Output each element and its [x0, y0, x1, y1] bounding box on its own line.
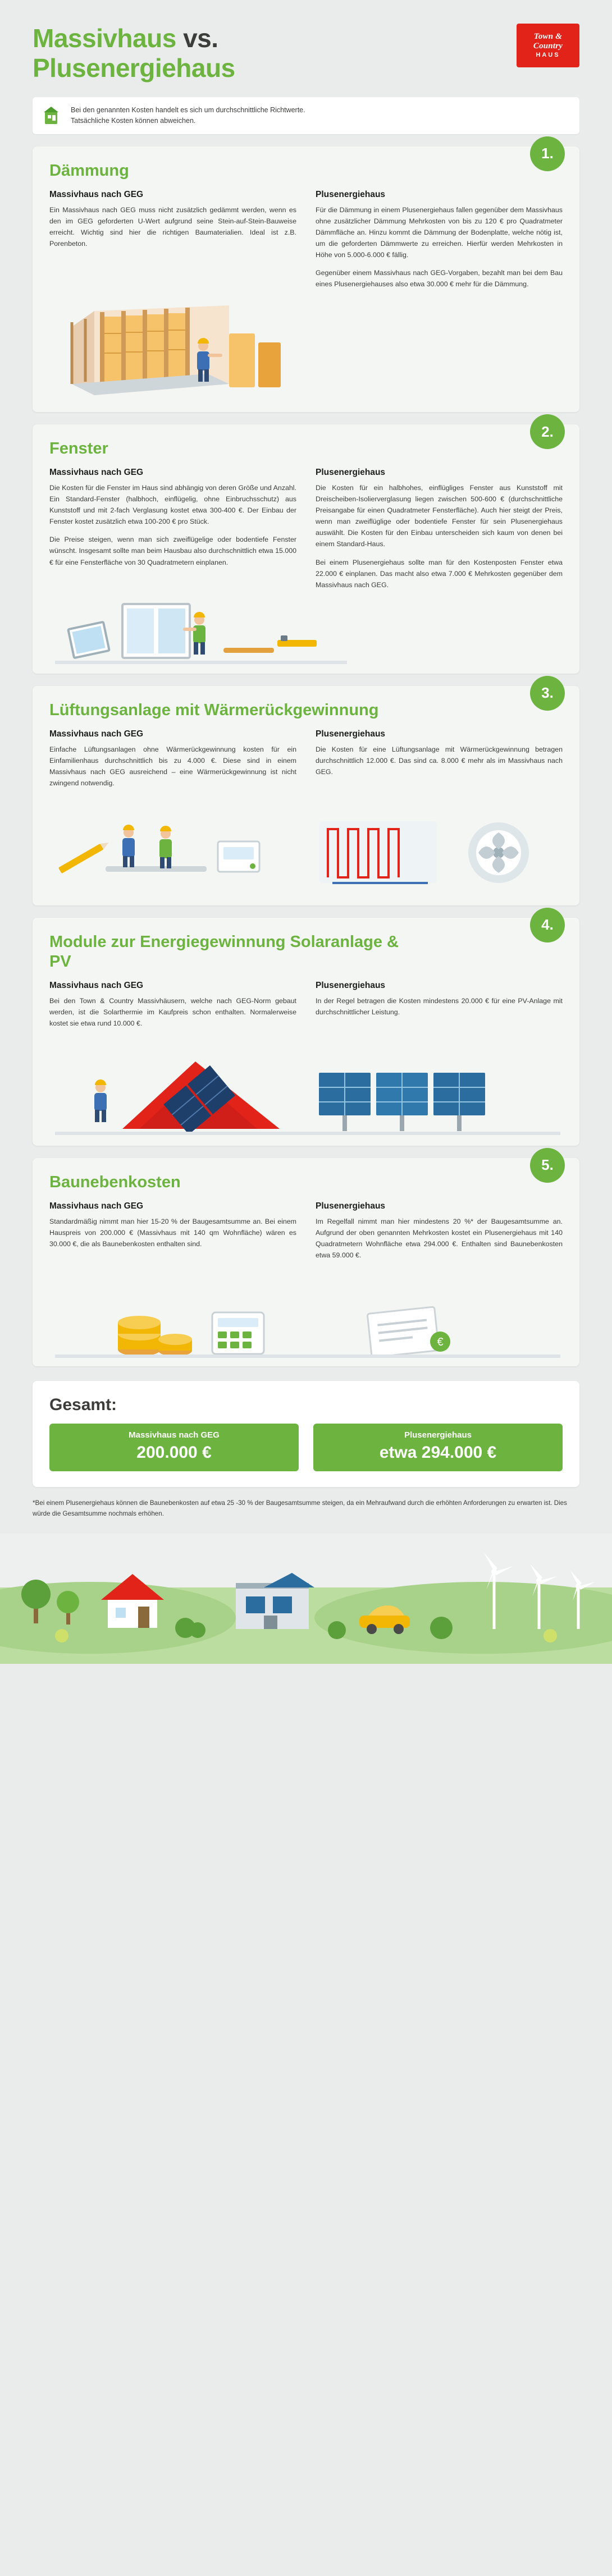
- column-heading-plus: Plusenergiehaus: [316, 729, 386, 739]
- footer-illustration: [0, 1534, 612, 1664]
- column-heading-massiv: Massivhaus nach GEG: [49, 1201, 144, 1211]
- title-line-2: Plusenergiehaus: [33, 53, 235, 83]
- logo-line-3: HAUS: [536, 52, 560, 59]
- header: [0, 0, 612, 89]
- column-massivhaus: [49, 1201, 296, 1268]
- plus-paragraph: Im Regelfall nimmt man hier mindestens 20 %* der Baugesamtsumme an. Aufgrund der oben genannten Mehrkosten kostet ein Plusenergiehaus mit 140 Quadratmetern Wohnfläche etwa 294.000 €. Enthalten sind Baunebenkosten etwa 59.000 €.: [316, 1217, 563, 1259]
- massiv-paragraph: Ein Massivhaus nach GEG muss nicht zusätzlich gedämmt werden, wenn es den im GEG geforderten U-Wert aufgrund seine Stein-auf-Stein-Bauweise erreicht. Wichtig sind hier die richtigen Baumaterialien. Ideal ist z.B. Porenbeton.: [49, 205, 296, 248]
- house-note-icon: [43, 105, 62, 126]
- massiv-paragraph: Standardmäßig nimmt man hier 15-20 % der Baugesamtsumme an. Bei einem Hauspreis von 200.000 € (Massivhaus mit 140 qm Wohnfläche) wären es 30.000 €, die als Baunebenkosten enthalten sind.: [49, 1217, 296, 1248]
- column-heading-massiv: Massivhaus nach GEG: [49, 467, 144, 477]
- plus-paragraph-2: Gegenüber einem Massivhaus nach GEG-Vorgaben, bezahlt man bei dem Bau eines Plusenergiehauses also etwa 30.000 € mehr für die Dämmung.: [316, 268, 563, 289]
- column-plusenergiehaus: [316, 729, 563, 795]
- column-massivhaus: [49, 468, 296, 597]
- disclaimer-text: [71, 105, 305, 126]
- massiv-paragraph: Bei den Town & Country Massivhäusern, welche nach GEG-Norm gebaut werden, ist die Solarthermie im Kaufpreis schon enthalten. Normalerweise kostet sie etwa rund 10.000 €.: [49, 996, 296, 1027]
- section-energiegewinnung: [33, 918, 579, 1146]
- illustration-solar: [49, 1039, 563, 1146]
- massiv-paragraph-2: Die Preise steigen, wenn man sich zweiflügelige oder bodentiefe Fenster wünscht. Insgesamt sollte man beim Hausbau also durchschnittlich etwa 15.000 € für eine Fensterfläche von 30 Quadratmetern einplanen.: [49, 536, 296, 566]
- massiv-paragraph: Einfache Lüftungsanlagen ohne Wärmerückgewinnung kosten für ein Einfamilienhaus durchschnittlich bis zu 4.000 €. Diese sind in einem Massivhaus nach GEG ausreichend – eine Wärmerückgewinnung ist nicht zwingend notwendig.: [49, 745, 296, 787]
- section-lueftungsanlage: [33, 686, 579, 905]
- column-plusenergiehaus: [316, 190, 563, 297]
- column-plusenergiehaus: [316, 468, 563, 597]
- total-box-plusenergiehaus: [313, 1424, 563, 1471]
- section-number-badge: 1.: [530, 136, 565, 171]
- illustration-costs: [49, 1271, 563, 1366]
- disclaimer-bar: [33, 97, 579, 134]
- section-daemmung: [33, 147, 579, 412]
- disclaimer-line-1: Bei den genannten Kosten handelt es sich um durchschnittliche Richtwerte.: [71, 106, 305, 114]
- illustration-ventilation: [49, 799, 563, 905]
- column-plusenergiehaus: [316, 1201, 563, 1268]
- svg-text:€: €: [437, 1336, 444, 1349]
- brand-logo: [517, 24, 579, 67]
- title-vs: vs.: [183, 24, 218, 53]
- column-heading-plus: Plusenergiehaus: [316, 467, 386, 477]
- total-panel: [33, 1381, 579, 1487]
- plus-paragraph-1: Für die Dämmung in einem Plusenergiehaus fallen gegenüber dem Massivhaus ohne zusätzlicher Dämmung Mehrkosten von bis zu 120 € pro Quadratmeter Dämmfläche an. Hinzu kommt die Dämmung der Bodenplatte, welche nötig ist, um die geforderten Dämmwerte zu erreichen. Hierfür werden Mehrkosten in Höhe von 5.000-6.000 € fällig.: [316, 205, 563, 259]
- logo-line-1: Town &: [533, 32, 563, 42]
- plus-paragraph: In der Regel betragen die Kosten mindestens 20.000 € für eine PV-Anlage mit durchschnittlicher Leistung.: [316, 996, 563, 1016]
- total-value-plus: etwa 294.000 €: [379, 1443, 497, 1462]
- section-number-badge: 2.: [530, 414, 565, 449]
- plus-paragraph: Die Kosten für eine Lüftungsanlage mit Wärmerückgewinnung betragen durchschnittlich 12.000 €. Das sind ca. 8.000 € mehr als im Massivhaus nach GEG.: [316, 745, 563, 776]
- section-baunebenkosten: [33, 1158, 579, 1366]
- column-heading-massiv: Massivhaus nach GEG: [49, 729, 144, 739]
- section-fenster: [33, 424, 579, 674]
- section-number-badge: 3.: [530, 676, 565, 711]
- column-heading-massiv: Massivhaus nach GEG: [49, 980, 144, 990]
- plus-paragraph-2: Bei einem Plusenergiehaus sollte man für den Kostenposten Fenster etwa 22.000 € einplanen. Das macht also etwa 7.000 € Mehrkosten gegenüber dem Massivhaus nach GEG.: [316, 558, 563, 589]
- massiv-paragraph-1: Die Kosten für die Fenster im Haus sind abhängig von deren Größe und Anzahl. Ein Standard-Fenster (halbhoch, einflügelig, ohne Einbruchsschutz) aus Kunststoff und mit 2-fach Verglasung kostet etwa 300-400 €. Der Einbau der Fenster kostet zusätzlich etwa 100-200 € pro Stück.: [49, 483, 296, 526]
- section-title: Fenster: [49, 440, 108, 458]
- column-heading-plus: Plusenergiehaus: [316, 1201, 386, 1211]
- section-title: Baunebenkosten: [49, 1173, 181, 1191]
- column-plusenergiehaus: [316, 981, 563, 1036]
- total-value-massiv: 200.000 €: [136, 1443, 212, 1462]
- section-number-badge: 5.: [530, 1148, 565, 1183]
- plus-paragraph-1: Die Kosten für ein halbhohes, einflügliges Fenster aus Kunststoff mit Dreischeiben-Isolierverglasung liegen zwischen 500-600 € (durchschnittliche Preisangabe für einen Quadratmeter Fensterfläche). Auch hier steigt der Preis, wenn man zweiflüglige oder bodentiefe Fenster für sein Plusenergiehaus auswählt. Die Kosten für den Einbau unterscheiden sich kaum von denen bei einem Standard-Haus.: [316, 483, 563, 548]
- disclaimer-line-2: Tatsächliche Kosten können abweichen.: [71, 116, 196, 125]
- logo-text: [533, 32, 563, 58]
- total-heading: Gesamt:: [49, 1395, 117, 1415]
- section-title: Dämmung: [49, 161, 129, 180]
- illustration-insulation: [49, 300, 563, 412]
- column-massivhaus: [49, 190, 296, 297]
- column-heading-plus: Plusenergiehaus: [316, 980, 386, 990]
- total-box-massivhaus: [49, 1424, 299, 1471]
- column-massivhaus: [49, 981, 296, 1036]
- footnote: *Bei einem Plusenergiehaus können die Baunebenkosten auf etwa 25 -30 % der Baugesamtsumme steigen, da ein Mehraufwand durch die erhöhten Anforderungen zu erwarten ist. Dies würde die Gesamtsumme nochmals erhöhen.: [33, 1499, 567, 1517]
- section-title: Module zur Energiegewinnung Solaranlage & PV: [49, 932, 399, 971]
- column-heading-massiv: Massivhaus nach GEG: [49, 189, 144, 199]
- section-number-badge: 4.: [530, 908, 565, 942]
- section-title: Lüftungsanlage mit Wärmerückgewinnung: [49, 701, 379, 719]
- column-heading-plus: Plusenergiehaus: [316, 189, 386, 199]
- title-line-1: Massivhaus: [33, 24, 176, 53]
- illustration-windows: [49, 601, 563, 674]
- total-label-plus: Plusenergiehaus: [404, 1430, 472, 1440]
- page-title: [33, 24, 235, 84]
- logo-line-2: Country: [533, 41, 563, 51]
- column-massivhaus: [49, 729, 296, 795]
- total-label-massiv: Massivhaus nach GEG: [129, 1430, 220, 1440]
